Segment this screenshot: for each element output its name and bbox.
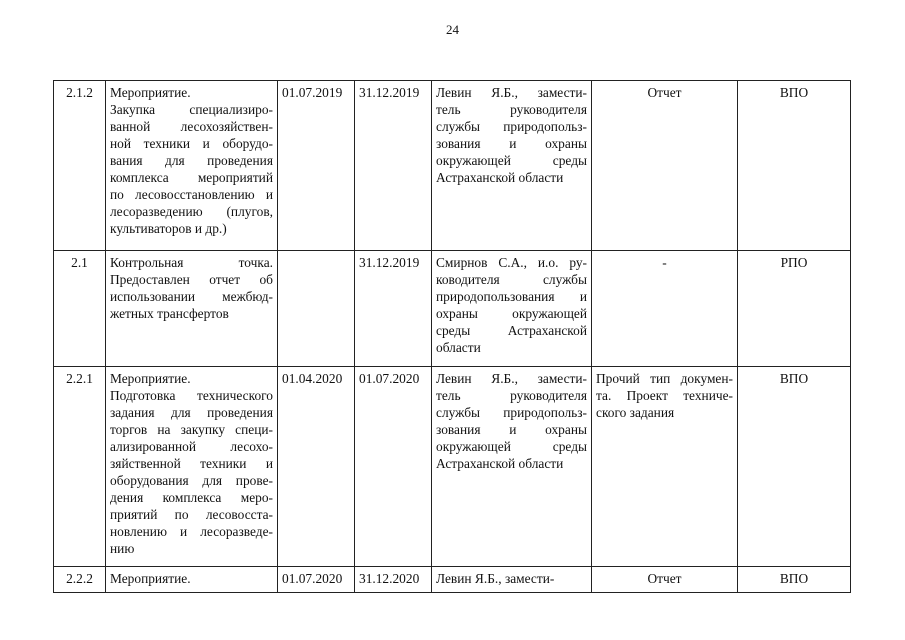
responsible-person-cell-line: окружающей среды [436,439,587,454]
result-document-cell [592,567,738,593]
end-date-cell [355,367,432,567]
event-description-cell-line: Контрольная точка. [110,255,273,270]
event-description-cell-line: Закупка специализиро- [110,102,273,117]
table-row [54,81,851,251]
event-description-cell-line: Предоставлен отчет об [110,272,273,287]
responsible-person-cell-line: природопользования и [436,289,587,304]
responsible-person-cell-line: тель руководителя [436,388,587,403]
control-level-cell [738,251,851,367]
result-document-cell [592,251,738,367]
responsible-person-cell-line: ководителя службы [436,272,587,287]
event-description-cell-line: использовании межбюд- [110,289,273,304]
event-description-cell-line: торгов на закупку специ- [110,422,273,437]
start-date-cell [278,567,355,593]
event-description-cell [106,367,278,567]
control-level-cell-text: ВПО [779,571,809,586]
start-date-cell [278,367,355,567]
result-document-cell [592,367,738,567]
start-date-cell [278,81,355,251]
responsible-person-cell-line: Астраханской области [436,456,564,471]
responsible-person-cell-line: окружающей среды [436,153,587,168]
event-description-cell-line: Мероприятие. [110,571,191,586]
control-level-cell-text: РПО [780,255,808,270]
table-row [54,251,851,367]
control-level-cell-text: ВПО [779,371,809,386]
row-number-cell-text: 2.1.2 [66,85,93,100]
control-level-cell-text: ВПО [779,85,809,100]
plan-table-body [54,81,851,593]
start-date-cell-text: 01.04.2020 [282,371,343,386]
table-row [54,367,851,567]
event-description-cell-line: ной техники и оборудо- [110,136,273,151]
event-description-cell-line: нию [110,541,135,556]
result-document-cell-line: Отчет [647,85,682,100]
row-number-cell-text: 2.1 [71,255,88,270]
event-description-cell-line: ализированной лесохо- [110,439,273,454]
event-description-cell-line: дения комплекса меро- [110,490,273,505]
responsible-person-cell [432,251,592,367]
responsible-person-cell-line: охраны окружающей [436,306,587,321]
start-date-cell-text: 01.07.2020 [282,571,343,586]
page-number: 24 [446,22,459,37]
responsible-person-cell [432,81,592,251]
start-date-cell-text: 01.07.2019 [282,85,343,100]
event-description-cell [106,567,278,593]
responsible-person-cell-line: службы природопольз- [436,119,587,134]
responsible-person-cell-line: среды Астраханской [436,323,587,338]
control-level-cell [738,567,851,593]
end-date-cell [355,251,432,367]
result-document-cell-line: ского задания [596,405,675,420]
end-date-cell-text: 31.12.2019 [359,255,420,270]
control-level-cell [738,367,851,567]
event-description-cell [106,81,278,251]
event-description-cell-line: задания для проведения [110,405,273,420]
event-description-cell-line: комплекса мероприятий [110,170,273,185]
result-document-cell-line: Прочий тип докумен- [596,371,733,386]
event-description-cell-line: приятий по лесовосста- [110,507,273,522]
row-number-cell [54,367,106,567]
row-number-cell-text: 2.2.2 [66,571,93,586]
event-description-cell [106,251,278,367]
responsible-person-cell [432,367,592,567]
result-document-cell-line: Отчет [647,571,682,586]
responsible-person-cell-line: Левин Я.Б., замести- [436,371,587,386]
responsible-person-cell-line: зования и охраны [436,422,587,437]
control-level-cell [738,81,851,251]
responsible-person-cell-line: Левин Я.Б., замести- [436,85,587,100]
responsible-person-cell-line: тель руководителя [436,102,587,117]
event-description-cell-line: новлению и лесоразведе- [110,524,273,539]
result-document-cell-line: - [662,255,667,270]
result-document-cell [592,81,738,251]
event-description-cell-line: жетных трансфертов [110,306,229,321]
event-description-cell-line: ванной лесохозяйствен- [110,119,273,134]
row-number-cell [54,567,106,593]
end-date-cell-text: 31.12.2020 [359,571,420,586]
end-date-cell-text: 31.12.2019 [359,85,420,100]
row-number-cell-text: 2.2.1 [66,371,93,386]
responsible-person-cell-line: области [436,340,481,355]
responsible-person-cell-line: зования и охраны [436,136,587,151]
responsible-person-cell-line: Смирнов С.А., и.о. ру- [436,255,587,270]
table-row [54,567,851,593]
end-date-cell [355,81,432,251]
event-description-cell-line: лесоразведению (плугов, [110,204,273,219]
row-number-cell [54,251,106,367]
event-description-cell-line: Мероприятие. [110,85,191,100]
event-description-cell-line: вания для проведения [110,153,273,168]
event-description-cell-line: оборудования для прове- [110,473,273,488]
event-description-cell-line: Подготовка технического [110,388,273,403]
event-description-cell-line: по лесовосстановлению и [110,187,273,202]
responsible-person-cell-line: Левин Я.Б., замести- [436,571,555,586]
result-document-cell-line: та. Проект техниче- [596,388,733,403]
end-date-cell [355,567,432,593]
start-date-cell [278,251,355,367]
plan-table [53,80,851,593]
responsible-person-cell [432,567,592,593]
row-number-cell [54,81,106,251]
responsible-person-cell-line: Астраханской области [436,170,564,185]
end-date-cell-text: 01.07.2020 [359,371,420,386]
event-description-cell-line: зяйственной техники и [110,456,273,471]
event-description-cell-line: культиваторов и др.) [110,221,227,236]
responsible-person-cell-line: службы природопольз- [436,405,587,420]
event-description-cell-line: Мероприятие. [110,371,191,386]
